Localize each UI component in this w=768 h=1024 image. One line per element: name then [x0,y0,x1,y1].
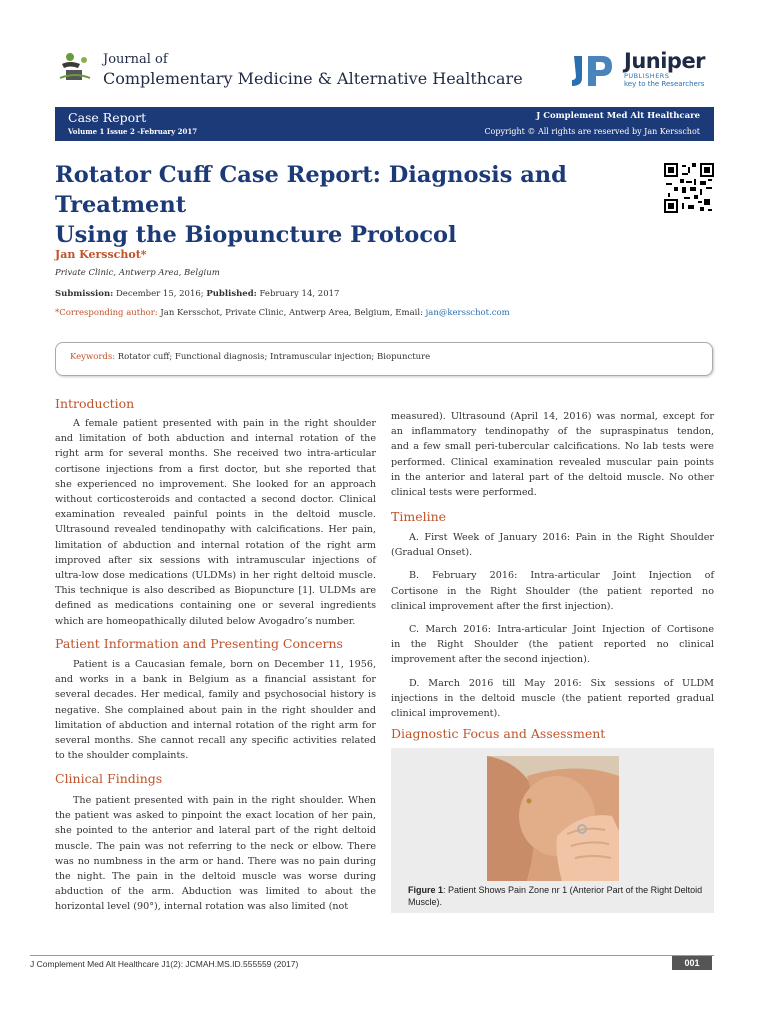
timeline-line: injections in the deltoid muscle (the patient reported gradual [391,692,714,704]
journal-logo-icon [58,50,92,84]
timeline-item [391,676,714,722]
copyright: Copyright © All rights are reserved by Jan Kersschot [484,127,700,136]
corresponding-author [55,308,510,318]
volume-info: Volume 1 Issue 2 -February 2017 [68,127,198,136]
timeline-line: clinical improvement). [391,708,501,720]
timeline-item [391,530,714,560]
author-name: Jan Kersschot* [55,248,147,261]
text-line: negative. She complained about pain in the right shoulder and [55,704,376,716]
shoulder-photo [487,756,619,881]
text-line: without corticosteroids and contacted a second doctor. Clinical [55,494,376,506]
timeline-line: (Gradual Onset). [391,547,473,559]
timeline-heading: Timeline [391,509,447,524]
figure-label: Figure 1 [408,885,444,895]
publisher-sub1: PUBLISHERS [624,72,670,80]
patient-info-text [55,657,376,763]
submission-label: Submission: [55,289,114,299]
timeline-line: Cortisone in the Right Shoulder (the patient reported no [391,585,714,597]
keywords-text: Rotator cuff; Functional diagnosis; Intramuscular injection; Biopuncture [117,352,431,362]
publisher-sub2: key to the Researchers [624,80,705,88]
text-line: cortisone injections from a first doctor, but she reported that [55,463,376,475]
timeline-line: in the Right Shoulder (the patient reported no clinical [391,639,714,651]
text-line: clinical tests were performed. [391,487,537,499]
timeline-list [391,530,714,729]
text-line: measured). Ultrasound (April 14, 2016) was normal, except for [391,411,714,422]
text-line: to the shoulder complaints. [55,750,189,762]
title-line-1: Rotator Cuff Case Report: Diagnosis and Treatment [55,162,567,218]
page-number: 001 [672,956,712,970]
text-line: was no numbness in the arm or hand. There was no pain during [55,855,376,867]
text-line: improved after six sessions with intramuscular injections of [55,554,376,566]
journal-name: Complementary Medicine & Alternative Healthcare [103,69,523,88]
text-line: the patient was asked to pinpoint the exact location of her pain, [55,810,376,822]
text-line: the night. The pain in the deltoid muscle was worse during [55,871,376,883]
figure-caption-text: : Patient Shows Pain Zone nr 1 (Anterior Part of the Right Deltoid Muscle). [408,885,703,907]
timeline-item [391,622,714,668]
published-date: February 14, 2017 [259,289,340,299]
text-line: right arm for several months. She received two intra-articular [55,448,376,460]
text-line: she pointed to the anterior and lateral part of the right deltoid [55,825,376,837]
clinical-findings-continued [391,409,714,500]
text-line: The patient presented with pain in the right shoulder. When [73,795,376,806]
juniper-logo-icon [568,52,618,88]
footer-citation: J Complement Med Alt Healthcare J1(2): JCMAH.MS.ID.555559 (2017) [30,959,299,969]
patient-info-heading: Patient Information and Presenting Concerns [55,636,343,651]
text-line: in the anterior and lateral part of the deltoid muscle. No other [391,471,714,483]
text-line: and works in a bank in Belgium as a financial assistant for [55,674,376,686]
timeline-line: B. February 2016: Intra-articular Joint Injection of [409,570,714,582]
publisher-subtitle [624,72,704,88]
author-affiliation: Private Clinic, Antwerp Area, Belgium [55,268,220,278]
qr-code-icon[interactable] [664,163,714,213]
text-line: abduction of the arm. Abduction was limited to about the [55,886,376,898]
corresponding-label: *Corresponding author: [55,308,158,318]
text-line: horizontal level (90°), internal rotation was also limited (not [55,901,349,913]
timeline-line: clinical improvement after the first injection). [391,600,614,612]
published-label: Published: [206,289,257,299]
keywords-label: Keywords: [70,352,116,362]
text-line: and a few small peri-tubercular calcifications. No lab tests were [391,441,714,453]
text-line: which are homeopathically diluted below Avogadro’s number. [55,615,356,627]
email-link[interactable]: jan@kersschot.com [425,308,510,318]
dates-line [55,289,339,299]
timeline-line: A. First Week of January 2016: Pain in the Right Shoulder [409,532,714,543]
timeline-line: C. March 2016: Intra-articular Joint Injection of Cortisone [409,624,714,636]
timeline-item [391,568,714,614]
text-line: an inflammatory tendinopathy of the supraspinatus tendon, [391,426,714,438]
journal-of-label: Journal of [103,52,168,67]
text-line: A female patient presented with pain in the right shoulder [73,418,376,429]
text-line: Ultrasound revealed tendinopathy with calcifications. Her pain, [55,524,376,536]
text-line: This technique is also described as Biopuncture [1]. ULDMs are [55,585,376,597]
text-line: muscle. The pain was not referring to the neck or elbow. There [55,840,376,852]
text-line: ultra-low dose medications (ULDMs) in her right deltoid muscle. [55,570,376,582]
text-line: several decades. Her medical, family and psychosocial history is [55,689,376,701]
text-line: Patient is a Caucasian female, born on December 11, 1956, [73,659,376,670]
figure-caption [408,884,704,908]
corresponding-text: Jan Kersschot, Private Clinic, Antwerp Area, Belgium, Email: [160,308,423,318]
text-line: and limitation of both abduction and internal rotation of the [55,433,376,445]
text-line: performed. Clinical examination revealed muscular pain points [391,456,714,468]
journal-abbrev: J Complement Med Alt Healthcare [536,111,700,121]
clinical-findings-heading: Clinical Findings [55,771,163,786]
text-line: examination revealed painful points in the deltoid muscle. [55,509,376,521]
timeline-line: D. March 2016 till May 2016: Six sessions of ULDM [409,677,714,689]
timeline-line: improvement after the second injection). [391,654,590,666]
introduction-text [55,416,376,629]
text-line: she experienced no improvement. She looked for an approach [55,478,376,490]
clinical-findings-text [55,793,376,915]
title-line-2: Using the Biopuncture Protocol [55,222,457,248]
text-line: defined as medications containing one or several ingredients [55,600,376,612]
diagnostic-heading: Diagnostic Focus and Assessment [391,726,606,741]
publisher-name: Juniper [624,49,706,73]
keywords-line [70,352,430,362]
text-line: limitation of abduction and internal rotation of the right arm [55,539,376,551]
submission-date: December 15, 2016; [115,289,204,299]
article-type: Case Report [68,110,147,125]
article-title [55,160,655,250]
introduction-heading: Introduction [55,396,135,411]
text-line: limitation of abduction and internal rotation of the right arm for [55,719,376,731]
footer-divider [30,955,714,956]
text-line: several months. She cannot recall any specific activities related [55,735,376,747]
